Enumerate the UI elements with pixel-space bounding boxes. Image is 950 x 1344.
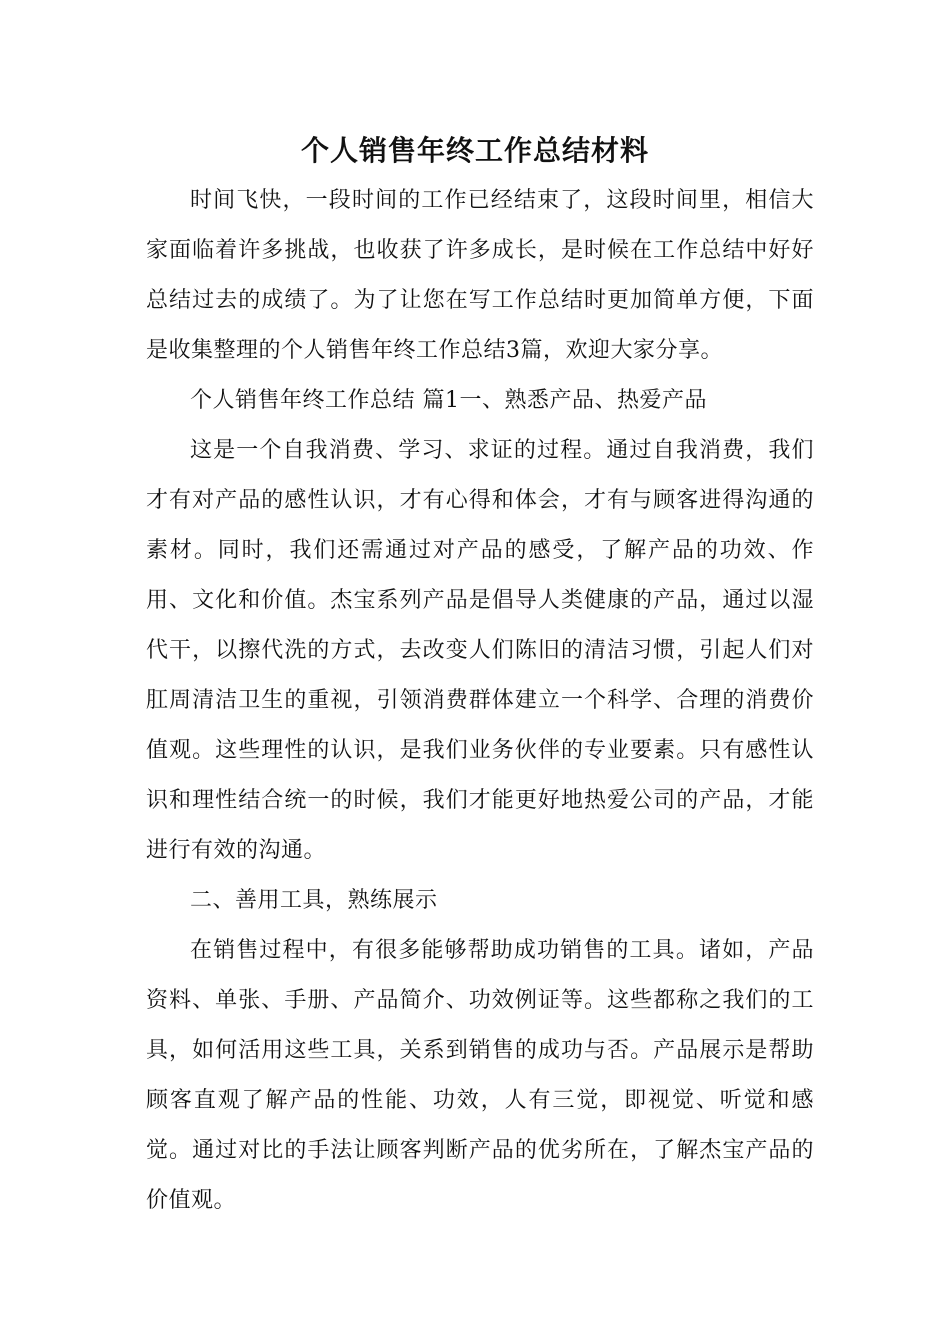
section-heading-1: 个人销售年终工作总结 篇1一、熟悉产品、热爱产品 bbox=[190, 388, 707, 413]
document-title: 个人销售年终工作总结材料 bbox=[300, 134, 649, 167]
section-paragraph-1: 这是一个自我消费、学习、求证的过程。通过自我消费，我们才有对产品的感性认识，才有心得和体会，才有与顾客进得沟通的素材。同时，我们还需通过对产品的感受，了解产品的功效、作用、文化和价值。杰宝系列产品是倡导人类健康的产品，通过以湿代干，以擦代洗的方式，去改变人们陈旧的清洁习惯，引起人们对肛周清洁卫生的重视，引领消费群体建立一个科学、合理的消费价值观。这些理性的认识，是我们业务伙伴的专业要素。只有感性认识和理性结合统一的时候，我们才能更好地热爱公司的产品，才能进行有效的沟通。 bbox=[146, 438, 814, 863]
section-paragraph-2: 在销售过程中，有很多能够帮助成功销售的工具。诸如，产品资料、单张、手册、产品简介、功效例证等。这些都称之我们的工具，如何活用这些工具，关系到销售的成功与否。产品展示是帮助顾客直观了解产品的性能、功效，人有三觉，即视觉、听觉和感觉。通过对比的手法让顾客判断产品的优劣所在，了解杰宝产品的价值观。 bbox=[146, 938, 814, 1213]
intro-paragraph: 时间飞快，一段时间的工作已经结束了，这段时间里，相信大家面临着许多挑战，也收获了许多成长，是时候在工作总结中好好总结过去的成绩了。为了让您在写工作总结时更加简单方便，下面是收集整理的个人销售年终工作总结3篇，欢迎大家分享。 bbox=[146, 188, 814, 363]
section-heading-2: 二、善用工具，熟练展示 bbox=[190, 888, 438, 913]
document-body bbox=[146, 176, 814, 1226]
